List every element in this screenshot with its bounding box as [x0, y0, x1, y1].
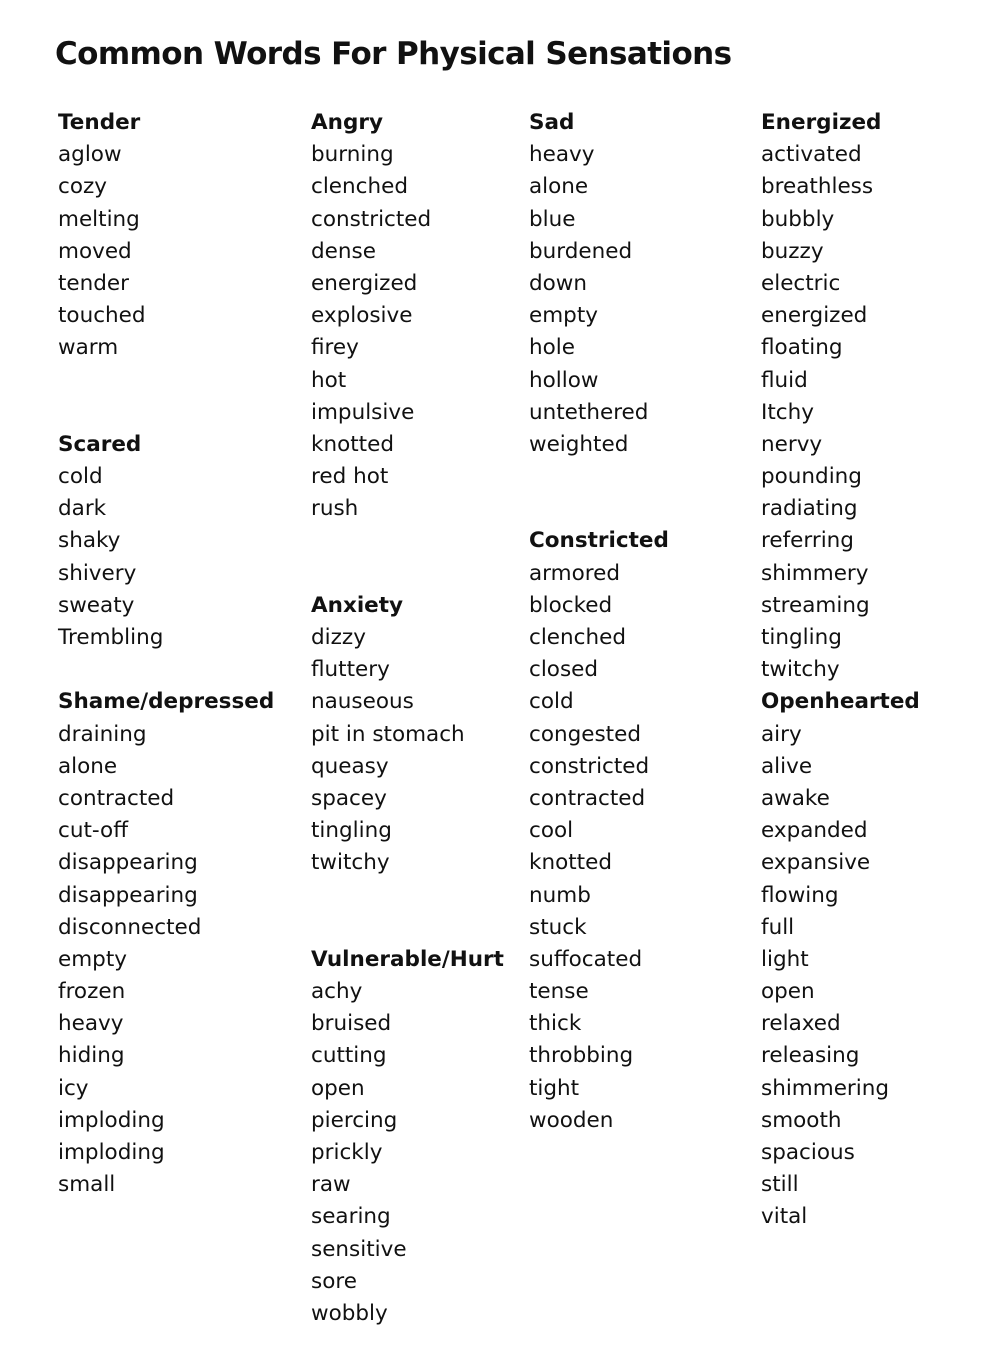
sensation-word: untethered — [529, 399, 649, 425]
spacer — [311, 912, 504, 944]
spacer — [311, 525, 504, 557]
sensation-word: contracted — [529, 785, 646, 811]
sensation-word: searing — [311, 1204, 391, 1230]
sensation-word: activated — [761, 142, 862, 168]
sensation-group — [761, 107, 920, 686]
sensation-word: thick — [529, 1011, 582, 1037]
sensation-word: touched — [58, 303, 146, 329]
sensation-word: constricted — [311, 206, 432, 232]
sensation-word: floating — [761, 335, 843, 361]
group-heading: Scared — [58, 431, 142, 457]
sensation-word: disappearing — [58, 882, 198, 908]
sensation-word: spacious — [761, 1140, 855, 1165]
group-heading: Shame/depressed — [58, 689, 275, 715]
sensation-word: fluttery — [311, 657, 390, 683]
sensation-word: dense — [311, 238, 376, 264]
sensation-word: imploding — [58, 1107, 165, 1133]
sensation-word: airy — [761, 721, 802, 747]
sensation-word: closed — [529, 657, 599, 683]
sensation-word: still — [761, 1172, 799, 1198]
sensation-group — [311, 944, 504, 1330]
sensation-word: tingling — [761, 625, 842, 650]
group-heading: Anxiety — [311, 592, 404, 618]
sensation-word: numb — [529, 882, 591, 908]
sensation-word: open — [761, 979, 815, 1005]
sensation-word: aglow — [58, 142, 122, 168]
group-heading: Vulnerable/Hurt — [311, 946, 504, 972]
group-heading: Sad — [529, 110, 575, 135]
sensation-word: fluid — [761, 367, 808, 393]
sensation-word: melting — [58, 206, 140, 232]
sensation-word: bruised — [311, 1011, 392, 1037]
sensation-group — [529, 525, 669, 1137]
sensation-word: alone — [529, 174, 589, 200]
sensation-word: empty — [529, 303, 598, 329]
sensation-word: contracted — [58, 785, 175, 811]
sensation-word: raw — [311, 1172, 351, 1198]
sensation-word: releasing — [761, 1043, 860, 1069]
sensation-word: shimmering — [761, 1075, 890, 1101]
sensation-word: bubbly — [761, 206, 835, 232]
sensation-word: prickly — [311, 1140, 383, 1165]
sensation-word: spacey — [311, 785, 387, 811]
sensation-word: shaky — [58, 528, 121, 554]
sensation-word: armored — [529, 560, 620, 586]
sensation-word: cold — [529, 689, 574, 715]
sensation-word: tense — [529, 979, 589, 1005]
column-3 — [529, 107, 669, 1137]
sensation-word: open — [311, 1075, 365, 1101]
sensation-word: full — [761, 914, 795, 940]
sensation-word: red hot — [311, 464, 389, 490]
sensation-word: blocked — [529, 592, 613, 618]
sensation-word: disconnected — [58, 914, 202, 940]
sensation-word: wooden — [529, 1107, 614, 1133]
sensation-word: stuck — [529, 914, 587, 940]
sensation-word: firey — [311, 335, 359, 361]
sensation-word: hot — [311, 367, 347, 393]
sensation-group — [58, 429, 274, 687]
sensation-word: awake — [761, 785, 830, 811]
sensation-word: throbbing — [529, 1043, 634, 1069]
spacer — [58, 365, 274, 397]
sensation-word: twitchy — [761, 657, 840, 683]
sensation-word: light — [761, 946, 809, 972]
sensation-word: weighted — [529, 431, 629, 457]
sensation-word: shivery — [58, 560, 137, 586]
group-heading: Tender — [58, 110, 141, 135]
sensation-word: disappearing — [58, 850, 198, 876]
sensation-word: impulsive — [311, 399, 415, 425]
sensation-word: energized — [761, 303, 868, 329]
spacer — [529, 461, 669, 493]
group-heading: Openhearted — [761, 689, 920, 715]
sensation-word: sensitive — [311, 1236, 407, 1262]
sensation-word: cozy — [58, 174, 107, 200]
sensation-group — [58, 107, 274, 429]
sensation-word: queasy — [311, 753, 389, 779]
sensation-word: small — [58, 1172, 116, 1198]
sensation-word: wobbly — [311, 1300, 388, 1326]
sensation-word: expansive — [761, 850, 871, 876]
sensation-word: dark — [58, 496, 107, 522]
sensation-word: shimmery — [761, 560, 869, 586]
sensation-word: flowing — [761, 882, 839, 908]
sensation-word: expanded — [761, 818, 868, 844]
sensation-word: cutting — [311, 1043, 387, 1069]
sensation-word: breathless — [761, 174, 874, 200]
sensation-word: heavy — [58, 1011, 124, 1037]
sensation-word: relaxed — [761, 1011, 841, 1037]
sensation-word: tight — [529, 1075, 580, 1101]
sensation-word: Trembling — [58, 625, 164, 650]
group-heading: Angry — [311, 110, 383, 135]
sensation-word: frozen — [58, 979, 126, 1005]
sensation-word: congested — [529, 721, 641, 747]
sensation-word: nauseous — [311, 689, 414, 715]
sensation-word: dizzy — [311, 625, 366, 650]
sensation-word: energized — [311, 270, 418, 296]
sensation-word: electric — [761, 270, 841, 296]
sensation-word: pit in stomach — [311, 721, 465, 747]
sensation-word: blue — [529, 206, 576, 232]
sensation-word: cut-off — [58, 818, 129, 844]
sensation-word: streaming — [761, 592, 870, 618]
sensation-word: explosive — [311, 303, 413, 329]
sensation-word: buzzy — [761, 238, 824, 264]
sensation-word: imploding — [58, 1140, 165, 1165]
sensation-word: cold — [58, 464, 103, 490]
sensation-word: rush — [311, 496, 359, 522]
sensation-word: Itchy — [761, 399, 814, 425]
sensation-group — [529, 107, 669, 525]
spacer — [58, 654, 274, 686]
sensation-word: knotted — [529, 850, 612, 876]
sensation-word: pounding — [761, 464, 862, 490]
sensation-word: sore — [311, 1268, 357, 1294]
sensation-word: achy — [311, 979, 363, 1005]
sensation-word: heavy — [529, 142, 595, 168]
sensation-word: sweaty — [58, 592, 135, 618]
sensation-word: burdened — [529, 238, 633, 264]
sensation-group — [761, 686, 920, 1233]
sensation-word: hole — [529, 335, 575, 361]
sensation-group — [58, 686, 274, 1201]
sensation-word: down — [529, 270, 588, 296]
spacer — [311, 558, 504, 590]
sensation-word: alive — [761, 753, 813, 779]
sensation-group — [311, 107, 504, 590]
column-1 — [58, 107, 274, 1201]
sensation-word: warm — [58, 335, 119, 361]
group-heading: Energized — [761, 110, 882, 135]
sensation-word: twitchy — [311, 850, 390, 876]
sensation-word: piercing — [311, 1107, 398, 1133]
sensation-word: tender — [58, 270, 129, 296]
sensation-word: referring — [761, 528, 854, 554]
sensation-word: alone — [58, 753, 118, 779]
sensation-word: cool — [529, 818, 574, 844]
sensation-word: empty — [58, 946, 127, 972]
column-2 — [311, 107, 504, 1330]
sensation-word: draining — [58, 721, 147, 747]
sensation-word: suffocated — [529, 946, 643, 972]
sensation-group — [311, 590, 504, 944]
sensation-word: clenched — [529, 625, 626, 650]
spacer — [529, 493, 669, 525]
sensation-word: moved — [58, 238, 132, 264]
sensation-word: hollow — [529, 367, 599, 393]
sensation-word: constricted — [529, 753, 650, 779]
spacer — [311, 880, 504, 912]
sensation-word: icy — [58, 1075, 89, 1101]
sensation-word: smooth — [761, 1107, 842, 1133]
sensation-word: vital — [761, 1204, 808, 1230]
sensation-word: hiding — [58, 1043, 125, 1069]
sensation-word: knotted — [311, 431, 394, 457]
page-title: Common Words For Physical Sensations — [55, 36, 732, 72]
sensation-word: clenched — [311, 174, 408, 200]
group-heading: Constricted — [529, 528, 669, 554]
spacer — [58, 397, 274, 429]
sensation-word: tingling — [311, 818, 392, 844]
sensation-word: radiating — [761, 496, 858, 522]
column-4 — [761, 107, 920, 1234]
sensation-word: burning — [311, 142, 394, 168]
sensation-word: nervy — [761, 431, 823, 457]
